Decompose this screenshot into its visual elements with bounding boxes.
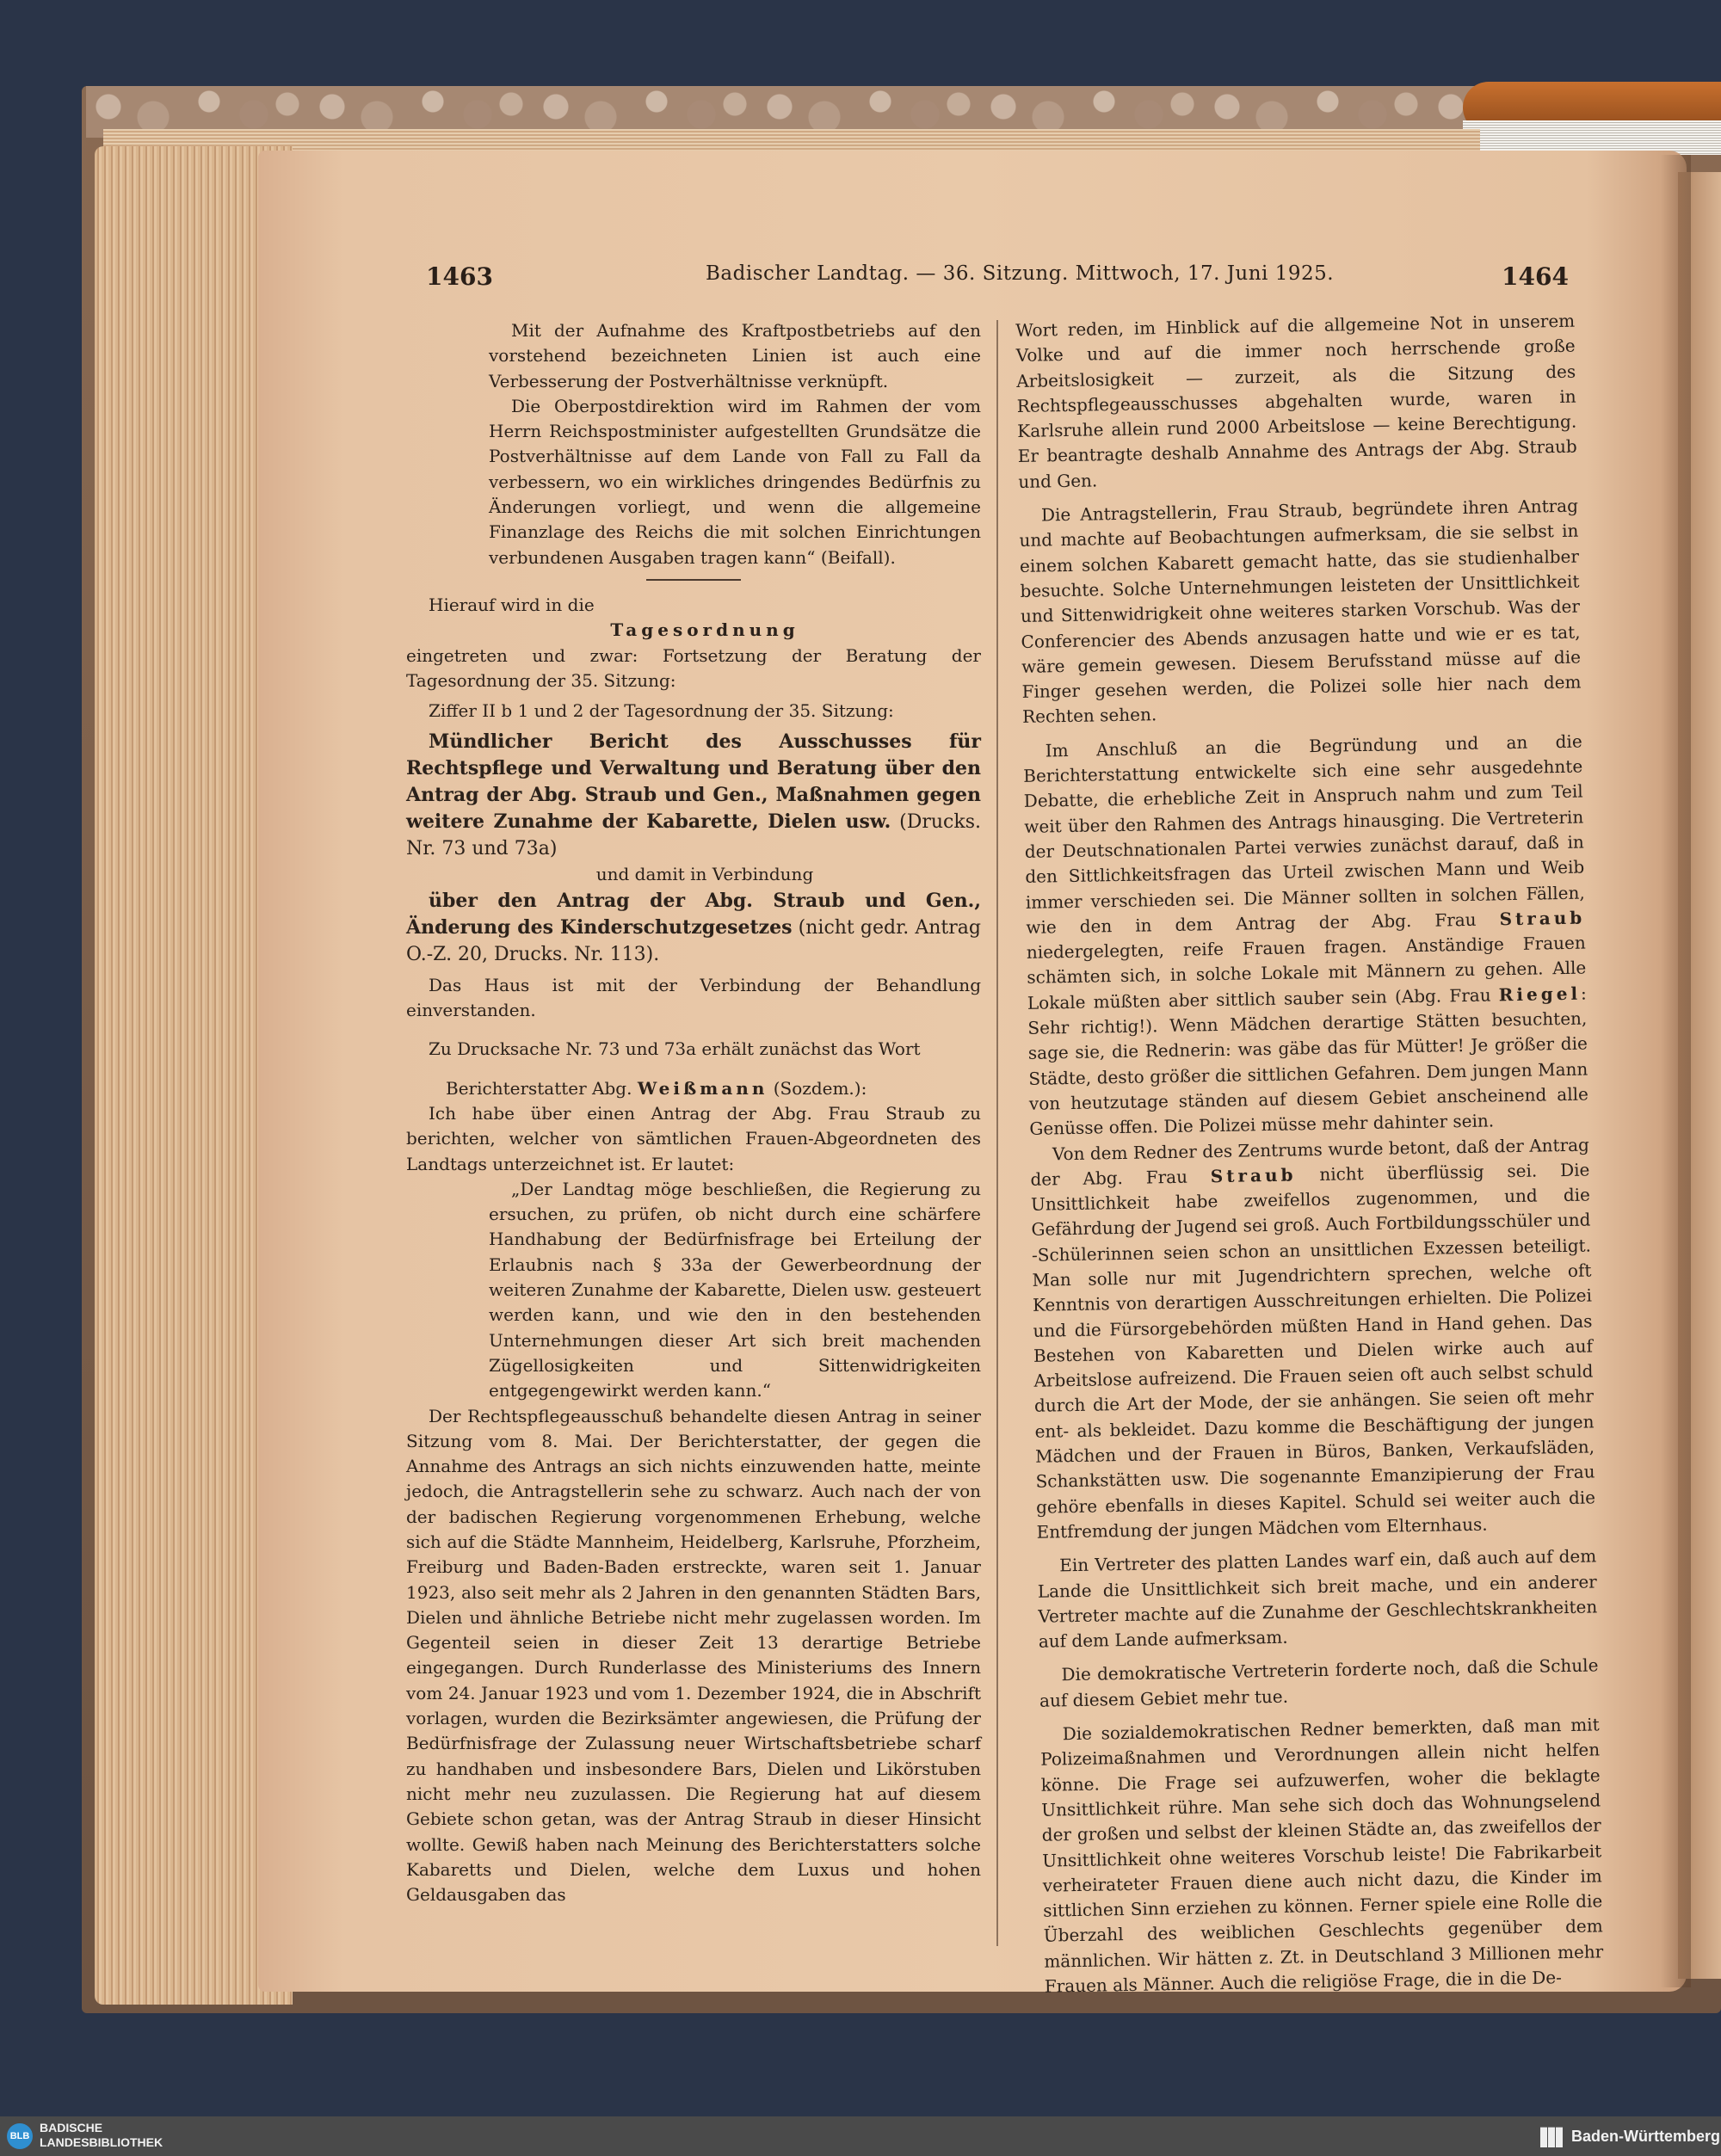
text-run: : Sehr richtig!). Wenn Mädchen derartige Stätten besuchten, sage sie, die Rednerin: was gäbe das für Mütter! Je größer die Städte, desto größer die sittlichen Gefahren. Dem jungen Mann von heutzutage ständen auf diesem Gebiet anscheinend alle Genüsse offen. Die Polizei müsse mehr dahinter sein. bbox=[1027, 983, 1589, 1140]
right-page-stack bbox=[1463, 120, 1721, 155]
gutter-shadow bbox=[1661, 155, 1691, 1987]
committee-paragraph: Der Rechtspflegeausschuß behandelte diesen Antrag in seiner Sitzung vom 8. Mai. Der Berichterstatter, der gegen die Annahme des Antrags an sich nichts einzuwenden hatte, meinte jedoch, die Antragstellerin sehe zu schwarz. Auch nach der von der badischen Regierung vorgenommenen Erhebung, welche sich auf die Städte Mannheim, Heidelberg, Karlsruhe, Pforzheim, Freiburg und Baden-Baden erstreckte, waren seit 1. Januar 1923, also seit mehr als 2 Jahren in den genannten Städten Bars, Dielen und ähnliche Betriebe nicht mehr zugelassen worden. Im Gegenteil seien in dieser Zeit 13 derartige Betriebe eingegangen. Durch Runderlasse des Ministeriums des Innern vom 24. Januar 1923 und vom 1. Dezember 1924, die in Abschrift vorlagen, wurden die Bezirksämter angewiesen, die Prüfung der Bedürfnisfrage der Zulassung neuer Wirtschaftsbetriebe scharf zu handhaben und insbesondere Bars, Dielen und Likörstuben nicht mehr neu zuzulassen. Die Regierung hat auf diesem Gebiete schon getan, was der Antrag Straub in dieser Hinsicht wollte. Gewiß haben nach Meinung des Berichterstatters solche Kabaretts und Dielen, welche dem Luxus und hohen Geldausgaben das bbox=[406, 1405, 981, 1906]
spacer bbox=[406, 1063, 981, 1076]
report-title-ref: (Drucks. Nr. 73 und 73a) bbox=[406, 811, 981, 860]
agenda-intro: Hierauf wird in die bbox=[429, 594, 595, 615]
library-name-line: BADISCHE bbox=[40, 2121, 103, 2134]
text-run: nicht überflüssig sei. Die Unsittlichkeit habe zweifellos zugenommen, und die Gefährdung der Jugend sei groß. Auch Fortbildungsschüler und -Schülerinnen seien schon an unsittlichen Exzessen beteiligt. Man solle nur mit Jugendrichtern sprechen, welche oft Kenntnis von derartigen Ausschreitungen erhielten. Die Polizei und die Fürsorgebehörden müßten Hand in Hand gehen. Das Bestehen von Kabaretten und Dielen wirke auch auf Arbeitslose aufreizend. Die Frauen seien oft auch selbst schuld durch die Art der Mode, der sie anhängen. Sie seien oft mehr ent- als bekleidet. Dazu komme die Beschäftigung der jungen Mädchen und der Frauen in Büros, Banken, Verkaufsläden, Schankstätten usw. Die sogenannte Emanzipierung der Frau gehöre ebenfalls in dieses Kapitel. Schuld sei weiter auch die Entfremdung der jungen Mädchen vom Elternhaus. bbox=[1030, 1159, 1596, 1543]
motion-quote: „Der Landtag möge beschließen, die Regierung zu ersuchen, zu prüfen, ob nicht durch eine schärfere Handhabung der Bedürfnisfrage bei Erteilung der Erlaubnis nach § 33a der Gewerbeordnung der weiteren Zunahme der Kabarette, Dielen usw. gesteuert werden kann, und wie den in den bestehenden Unternehmungen dieser Art sich breit machenden Zügellosigkeiten und Sittenwidrigkeiten entgegengewirkt werden kann.“ bbox=[489, 1178, 981, 1401]
motion-title bbox=[406, 888, 981, 968]
paragraph: Die sozialdemokratischen Redner bemerkten, daß man mit Polizeimaßnahmen und Verordnungen allein nicht helfen könne. Die Frage sei aufzuwerfen, woher die beklagte Unsittlichkeit rühre. Man sehe sich doch das Wohnungselend der großen und selbst der kleinen Städte an, das zweifellos der Unsittlichkeit ohne weiteres Vorschub leiste! Die Fabrikarbeit verheirateter Frauen diene auch nicht dazu, die Kinder im sittlichen Sinn erziehen zu können. Ferner spiele eine Rolle die Überzahl des weiblichen Geschlechts gegenüber dem männlichen. Wir hätten z. Zt. in Deutschland 3 Millionen mehr Frauen als Männer. Auch die religiöse Frage, die in die De- bbox=[1040, 1714, 1604, 1997]
motion-title-ref: (nicht gedr. Antrag O.-Z. 20, Drucks. Nr. 113). bbox=[406, 916, 981, 965]
rapporteur-prefix: Berichterstatter Abg. bbox=[446, 1077, 638, 1099]
text-run: niedergelegten, reife Frauen fragen. Anständige Frauen schämten sich, in solche Lokale mit Männern zu gehen. Alle Lokale müßten aber sittlich sauber sein (Abg. Frau bbox=[1026, 932, 1587, 1013]
agenda-continuation: eingetreten und zwar: Fortsetzung der Beratung der Tagesordnung der 35. Sitzung: bbox=[406, 644, 981, 691]
quote-end-paragraph: Mit der Aufnahme des Kraftpostbetriebs auf den vorstehend bezeichneten Linien ist auch eine Verbesserung der Postverhältnisse verknüpft. bbox=[489, 320, 981, 391]
running-head: Badischer Landtag. — 36. Sitzung. Mittwoch, 17. Juni 1925. bbox=[706, 262, 1335, 285]
person-name: Straub bbox=[1499, 907, 1586, 930]
column-left bbox=[406, 318, 981, 1907]
house-agrees: Das Haus ist mit der Verbindung der Behandlung einverstanden. bbox=[406, 974, 981, 1021]
section-rule bbox=[646, 579, 741, 581]
agenda-title: Tagesordnung bbox=[610, 619, 799, 641]
text-run: Von dem Redner des Zentrums wurde betont, daß der Antrag der Abg. Frau bbox=[1030, 1134, 1590, 1190]
paragraph bbox=[1023, 729, 1589, 1142]
baden-wuerttemberg-lions-icon[interactable] bbox=[1540, 2125, 1563, 2147]
report-intro: Ich habe über einen Antrag der Abg. Frau Straub zu berichten, welcher von sämtlichen Frauen-Abgeordneten des Landtags unterzeichnet ist. Er lautet: bbox=[406, 1102, 981, 1174]
report-title-bold: Mündlicher Bericht des Ausschusses für Rechtspflege und Verwaltung und Beratung über den Antrag der Abg. Straub und Gen., Maßnahmen gegen weitere Zunahme der Kabarette, Dielen usw. bbox=[406, 730, 981, 834]
connection-line: und damit in Verbindung bbox=[595, 864, 814, 885]
blb-logo-icon[interactable]: BLB bbox=[7, 2123, 33, 2149]
rapporteur-name: Weißmann bbox=[637, 1077, 768, 1099]
motion-title-bold: über den Antrag der Abg. Straub und Gen., Änderung des Kinderschutzgesetzes bbox=[406, 889, 981, 939]
paragraph bbox=[1030, 1132, 1596, 1545]
rapporteur-party: (Sozdem.): bbox=[768, 1077, 867, 1099]
page-number-right: 1464 bbox=[1502, 262, 1569, 291]
paragraph: Wort reden, im Hinblick auf die allgemeine Not in unserem Volke und auf die immer noch herrschende große Arbeitslosigkeit — zurzeit, als die Sitzung des Rechtspflegeausschusses abgehalten wurde, waren in Karlsruhe allein rund 2000 Arbeitslose — keine Berechtigung. Er beantragte deshalb Annahme des Antrags der Abg. Straub und Gen. bbox=[1015, 310, 1577, 492]
rapporteur-line bbox=[406, 1076, 981, 1101]
person-name: Straub bbox=[1210, 1164, 1297, 1186]
column-divider bbox=[996, 320, 998, 1946]
state-name[interactable]: Baden-Württemberg bbox=[1571, 2128, 1721, 2145]
word-to: Zu Drucksache Nr. 73 und 73a erhält zunächst das Wort bbox=[429, 1038, 921, 1060]
person-name: Riegel bbox=[1498, 983, 1582, 1006]
paragraph: Die demokratische Vertreterin forderte noch, daß die Schule auf diesem Gebiet mehr tue. bbox=[1039, 1654, 1599, 1711]
library-name[interactable] bbox=[40, 2121, 163, 2150]
library-name-line: LANDESBIBLIOTHEK bbox=[40, 2135, 163, 2149]
report-title bbox=[406, 729, 981, 862]
column-right bbox=[1015, 309, 1604, 1999]
paragraph: Die Antragstellerin, Frau Straub, begründete ihren Antrag und machte auf Beobachtungen aufmerksam, die sie selbst in einem solchen Kabarett gemacht hatte, das sie studienhalber besuchte. Solche Unternehmungen leisteten der Unsittlichkeit und Sittenwidrigkeit ohne weiteres starken Vorschub. Was der Conferencier des Abends anzusagen hatte und wie er es tat, wäre gemein gewesen. Diesem Berufsstand müsse auf die Finger gesehen werden, die Polizei solle hier nach dem Rechten sehen. bbox=[1019, 495, 1582, 728]
paragraph: Ein Vertreter des platten Landes warf ein, daß auch auf dem Lande die Unsittlichkeit sich breit mache, und ein anderer Vertreter machte auf die Zunahme der Geschlechtskrankheiten auf dem Lande aufmerksam. bbox=[1037, 1545, 1598, 1652]
spacer bbox=[406, 1023, 981, 1037]
agenda-item-ref: Ziffer II b 1 und 2 der Tagesordnung der 35. Sitzung: bbox=[429, 700, 894, 722]
page-number-left: 1463 bbox=[426, 262, 493, 291]
text-run: Im Anschluß an die Begründung und an die Berichterstattung entwickelte sich eine sehr ausgedehnte Debatte, die erhebliche Zeit in Anspruch nahm und zum Teil weit über den Rahmen des Antrags hinausging. Die Vertreterin der Deutschnationalen Partei verwies zunächst darauf, daß in den Sittlichkeitsfragen das Urteil zwischen Mann und Weib immer verschieden sei. Die Männer sollten in solchen Fällen, wie den in dem Antrag der Abg. Frau bbox=[1023, 730, 1585, 938]
quote-end-paragraph: Die Oberpostdirektion wird im Rahmen der vom Herrn Reichspostminister aufgestellten Grundsätze die Postverhältnisse auf dem Lande von Fall zu Fall da verbessern, wo ein wirkliches dringendes Bedürfnis zu Änderungen vorliegt, und wenn die allgemeine Finanzlage des Reichs die mit solchen Einrichtungen verbundenen Ausgaben tragen kann“ (Beifall). bbox=[489, 395, 981, 568]
footer-bar bbox=[0, 2116, 1721, 2156]
